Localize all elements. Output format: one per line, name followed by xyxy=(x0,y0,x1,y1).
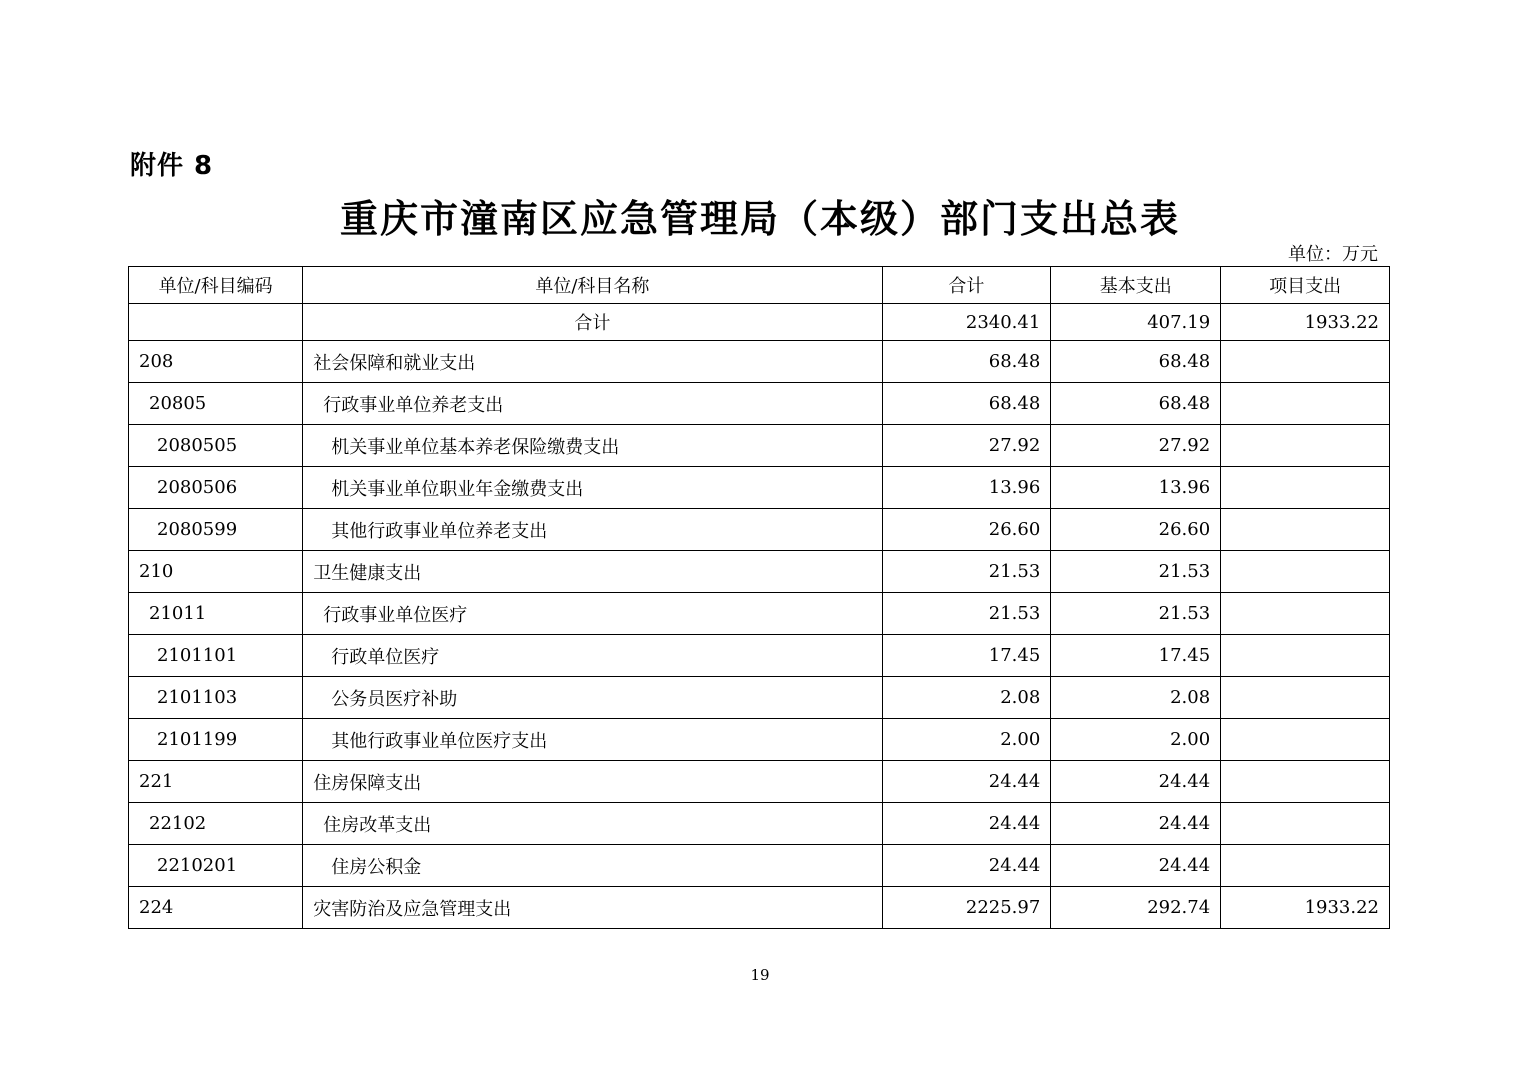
unit-label: 单位：万元 xyxy=(1288,244,1378,265)
row-code: 2101199 xyxy=(129,719,303,761)
table-row xyxy=(129,803,1390,845)
row-total: 2.00 xyxy=(882,719,1051,761)
row-basic: 24.44 xyxy=(1051,845,1221,887)
row-name: 社会保障和就业支出 xyxy=(303,341,882,383)
row-project xyxy=(1221,467,1390,509)
row-project xyxy=(1221,719,1390,761)
table-row xyxy=(129,593,1390,635)
row-project xyxy=(1221,845,1390,887)
table-row xyxy=(129,845,1390,887)
table-row xyxy=(129,635,1390,677)
row-code: 210 xyxy=(129,551,303,593)
attachment-label: 附件 8 xyxy=(130,151,214,181)
row-project xyxy=(1221,425,1390,467)
expenditure-table xyxy=(128,266,1390,929)
table-row xyxy=(129,509,1390,551)
row-code: 20805 xyxy=(129,383,303,425)
row-code: 208 xyxy=(129,341,303,383)
header-name: 单位/科目名称 xyxy=(303,267,882,304)
row-total: 13.96 xyxy=(882,467,1051,509)
table-row xyxy=(129,719,1390,761)
row-name: 行政事业单位医疗 xyxy=(303,593,882,635)
row-project xyxy=(1221,761,1390,803)
total-project: 1933.22 xyxy=(1221,304,1390,341)
row-name: 灾害防治及应急管理支出 xyxy=(303,887,882,929)
row-basic: 21.53 xyxy=(1051,593,1221,635)
row-project xyxy=(1221,551,1390,593)
total-total: 2340.41 xyxy=(882,304,1051,341)
row-name: 住房公积金 xyxy=(303,845,882,887)
row-basic: 68.48 xyxy=(1051,383,1221,425)
row-name: 行政单位医疗 xyxy=(303,635,882,677)
row-total: 27.92 xyxy=(882,425,1051,467)
row-basic: 2.08 xyxy=(1051,677,1221,719)
row-name: 卫生健康支出 xyxy=(303,551,882,593)
row-basic: 24.44 xyxy=(1051,761,1221,803)
row-name: 公务员医疗补助 xyxy=(303,677,882,719)
row-code: 2080599 xyxy=(129,509,303,551)
row-name: 机关事业单位职业年金缴费支出 xyxy=(303,467,882,509)
row-project xyxy=(1221,593,1390,635)
row-name: 其他行政事业单位医疗支出 xyxy=(303,719,882,761)
table-row xyxy=(129,383,1390,425)
row-code: 221 xyxy=(129,761,303,803)
row-total: 24.44 xyxy=(882,803,1051,845)
row-project xyxy=(1221,803,1390,845)
header-project: 项目支出 xyxy=(1221,267,1390,304)
row-total: 24.44 xyxy=(882,761,1051,803)
total-row xyxy=(129,304,1390,341)
table-row xyxy=(129,551,1390,593)
row-basic: 26.60 xyxy=(1051,509,1221,551)
row-project xyxy=(1221,383,1390,425)
row-basic: 292.74 xyxy=(1051,887,1221,929)
row-project xyxy=(1221,509,1390,551)
row-code: 224 xyxy=(129,887,303,929)
row-total: 17.45 xyxy=(882,635,1051,677)
row-project xyxy=(1221,635,1390,677)
table-row xyxy=(129,425,1390,467)
row-total: 21.53 xyxy=(882,593,1051,635)
row-name: 住房改革支出 xyxy=(303,803,882,845)
header-code: 单位/科目编码 xyxy=(129,267,303,304)
page-number: 19 xyxy=(750,966,770,984)
row-code: 2101101 xyxy=(129,635,303,677)
row-basic: 21.53 xyxy=(1051,551,1221,593)
row-basic: 27.92 xyxy=(1051,425,1221,467)
row-basic: 68.48 xyxy=(1051,341,1221,383)
row-project xyxy=(1221,341,1390,383)
row-basic: 2.00 xyxy=(1051,719,1221,761)
row-total: 21.53 xyxy=(882,551,1051,593)
row-project: 1933.22 xyxy=(1221,887,1390,929)
row-code: 2210201 xyxy=(129,845,303,887)
total-code xyxy=(129,304,303,341)
row-name: 住房保障支出 xyxy=(303,761,882,803)
row-basic: 13.96 xyxy=(1051,467,1221,509)
table-header-row xyxy=(129,267,1390,304)
row-code: 2080506 xyxy=(129,467,303,509)
table-row xyxy=(129,467,1390,509)
table-row xyxy=(129,887,1390,929)
row-code: 22102 xyxy=(129,803,303,845)
header-total: 合计 xyxy=(882,267,1051,304)
header-basic: 基本支出 xyxy=(1051,267,1221,304)
row-code: 21011 xyxy=(129,593,303,635)
table-row xyxy=(129,341,1390,383)
row-code: 2101103 xyxy=(129,677,303,719)
table-row xyxy=(129,677,1390,719)
row-total: 68.48 xyxy=(882,341,1051,383)
row-name: 机关事业单位基本养老保险缴费支出 xyxy=(303,425,882,467)
total-name: 合计 xyxy=(303,304,882,341)
row-total: 24.44 xyxy=(882,845,1051,887)
table-row xyxy=(129,761,1390,803)
row-total: 2225.97 xyxy=(882,887,1051,929)
row-basic: 17.45 xyxy=(1051,635,1221,677)
row-total: 2.08 xyxy=(882,677,1051,719)
total-basic: 407.19 xyxy=(1051,304,1221,341)
row-name: 行政事业单位养老支出 xyxy=(303,383,882,425)
row-name: 其他行政事业单位养老支出 xyxy=(303,509,882,551)
row-total: 26.60 xyxy=(882,509,1051,551)
row-total: 68.48 xyxy=(882,383,1051,425)
row-code: 2080505 xyxy=(129,425,303,467)
row-basic: 24.44 xyxy=(1051,803,1221,845)
page-title: 重庆市潼南区应急管理局（本级）部门支出总表 xyxy=(339,197,1180,241)
row-project xyxy=(1221,677,1390,719)
